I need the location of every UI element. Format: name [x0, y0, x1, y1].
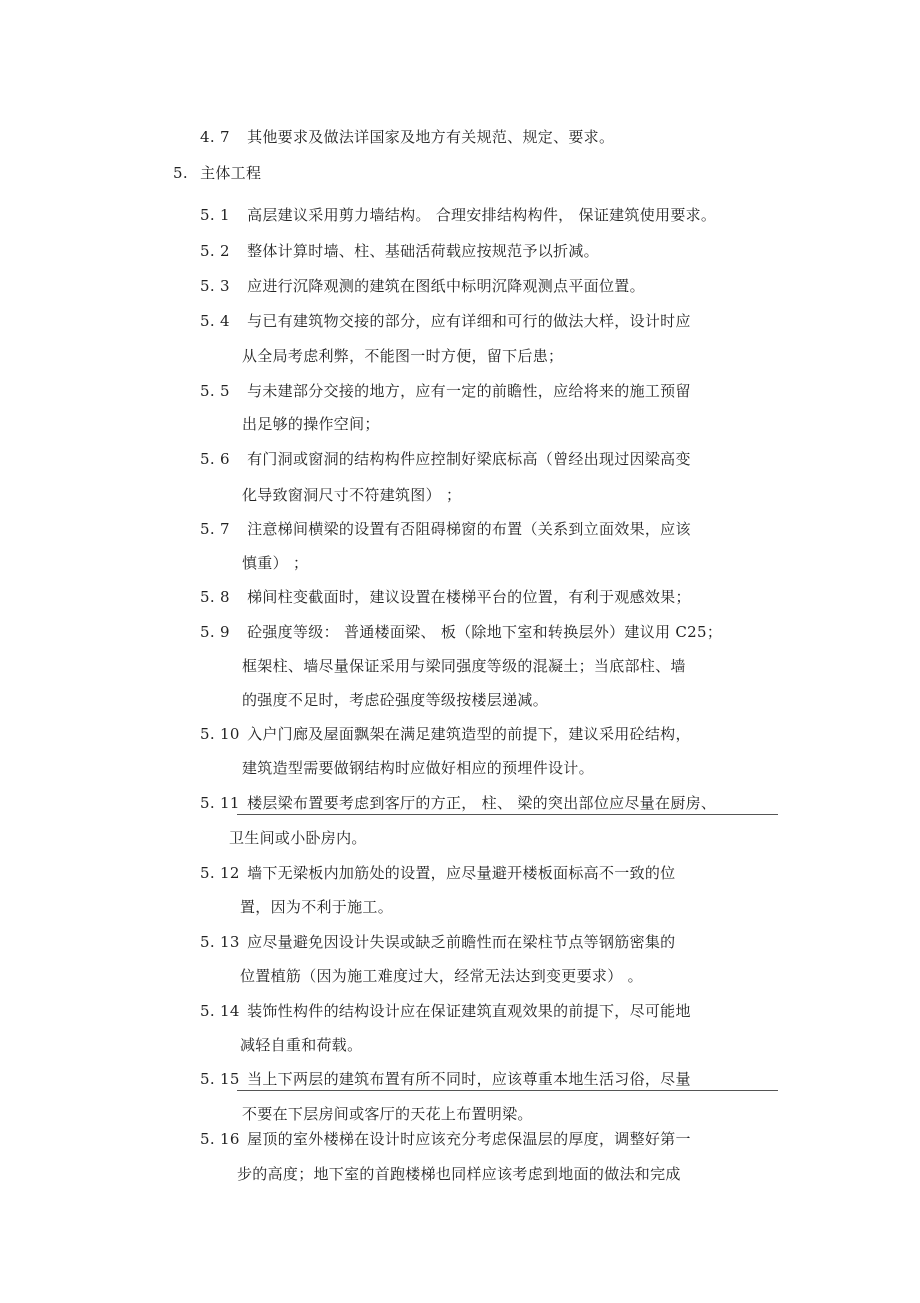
item-5-9-cont-2	[242, 690, 548, 710]
item-line: 墙下无梁板内加筋处的设置，应尽量避开楼板面标高不一致的位	[247, 864, 676, 882]
item-line: 减轻自重和荷载。	[240, 1036, 363, 1054]
item-line: 卫生间或小卧房内。	[229, 829, 367, 847]
item-5-9-cont-1	[242, 656, 686, 676]
item-5-8	[200, 587, 691, 607]
item-number: 5. 6	[200, 450, 230, 468]
item-5-11-cont	[229, 828, 367, 848]
item-5-6	[200, 449, 691, 469]
item-5-12-cont	[240, 897, 393, 917]
item-5-12	[200, 863, 675, 883]
item-5-3	[200, 276, 645, 296]
item-number: 5. 12	[200, 864, 240, 882]
item-line: 当上下两层的建筑布置有所不同时，应该尊重本地生活习俗，尽量	[247, 1070, 691, 1088]
item-5-14-cont	[240, 1035, 362, 1055]
item-line: 梯间柱变截面时，建议设置在楼梯平台的位置，有利于观感效果；	[247, 588, 691, 606]
item-line: 高层建议采用剪力墙结构。 合理安排结构构件， 保证建筑使用要求。	[247, 206, 717, 224]
item-number: 5. 8	[200, 588, 230, 606]
item-5-4-cont	[242, 346, 563, 366]
item-line: 步的高度；地下室的首跑楼梯也同样应该考虑到地面的做法和完成	[237, 1165, 681, 1183]
item-line: 化导致窗洞尺寸不符建筑图） ；	[242, 486, 462, 504]
item-number: 5. 1	[200, 206, 230, 224]
item-5-4	[200, 311, 691, 331]
item-5-10	[200, 724, 691, 744]
item-line: 置，因为不利于施工。	[240, 898, 394, 916]
item-4-7	[200, 127, 614, 147]
item-5-5-cont	[242, 414, 380, 434]
item-5-15-cont	[242, 1104, 533, 1124]
item-5-15	[200, 1069, 691, 1089]
section-number: 5.	[173, 164, 188, 182]
item-line: 砼强度等级： 普通楼面梁、 板（除地下室和转换层外）建议用 C25；	[247, 623, 723, 641]
item-5-9	[200, 622, 722, 642]
item-number: 5. 16	[200, 1130, 240, 1148]
item-5-6-cont	[242, 485, 461, 505]
item-line: 建筑造型需要做钢结构时应做好相应的预埋件设计。	[242, 759, 594, 777]
item-line: 屋顶的室外楼梯在设计时应该充分考虑保温层的厚度，调整好第一	[247, 1130, 691, 1148]
item-5-5	[200, 381, 691, 401]
item-line: 与未建部分交接的地方，应有一定的前瞻性，应给将来的施工预留	[247, 382, 691, 400]
item-number: 5. 9	[200, 623, 230, 641]
item-line: 从全局考虑利弊，不能图一时方便，留下后患；	[242, 347, 564, 365]
item-line: 楼层梁布置要考虑到客厅的方正， 柱、 梁的突出部位应尽量在厨房、	[247, 794, 717, 812]
item-line: 与已有建筑物交接的部分，应有详细和可行的做法大样，设计时应	[247, 312, 691, 330]
item-line: 有门洞或窗洞的结构构件应控制好梁底标高（曾经出现过因梁高变	[247, 450, 691, 468]
item-5-7	[200, 519, 691, 539]
item-line: 慎重） ；	[242, 554, 309, 572]
item-5-11	[200, 793, 716, 813]
item-number: 5. 2	[200, 242, 230, 260]
item-text: 其他要求及做法详国家及地方有关规范、规定、要求。	[247, 128, 615, 146]
item-line: 装饰性构件的结构设计应在保证建筑直观效果的前提下，尽可能地	[247, 1002, 691, 1020]
underline-rule	[237, 814, 778, 815]
item-number: 5. 7	[200, 520, 230, 538]
item-5-10-cont	[242, 758, 594, 778]
item-number: 5. 15	[200, 1070, 240, 1088]
item-number: 5. 3	[200, 277, 230, 295]
item-line: 框架柱、墙尽量保证采用与梁同强度等级的混凝土；当底部柱、墙	[242, 657, 686, 675]
item-5-13	[200, 932, 675, 952]
item-number: 5. 4	[200, 312, 230, 330]
item-5-7-cont	[242, 553, 308, 573]
item-line: 出足够的操作空间；	[242, 415, 380, 433]
item-number: 5. 11	[200, 794, 240, 812]
item-5-2	[200, 241, 599, 261]
item-5-14	[200, 1001, 691, 1021]
item-number: 5. 14	[200, 1002, 240, 1020]
item-5-13-cont	[240, 966, 643, 986]
item-line: 整体计算时墙、柱、基础活荷载应按规范予以折减。	[247, 242, 599, 260]
item-line: 应尽量避免因设计失误或缺乏前瞻性而在梁柱节点等钢筋密集的	[247, 933, 676, 951]
section-heading	[173, 163, 261, 183]
item-number: 4. 7	[200, 128, 230, 146]
section-title: 主体工程	[200, 164, 262, 182]
item-line: 入户门廊及屋面飘架在满足建筑造型的前提下，建议采用砼结构，	[247, 725, 691, 743]
item-5-16	[200, 1129, 691, 1149]
item-line: 不要在下层房间或客厅的天花上布置明梁。	[242, 1105, 533, 1123]
underline-rule	[237, 1090, 778, 1091]
item-line: 位置植筋（因为施工难度过大，经常无法达到变更要求） 。	[240, 967, 643, 985]
item-5-1	[200, 205, 716, 225]
item-line: 的强度不足时，考虑砼强度等级按楼层递减。	[242, 691, 549, 709]
item-5-16-cont	[237, 1164, 681, 1184]
item-number: 5. 10	[200, 725, 240, 743]
item-line: 应进行沉降观测的建筑在图纸中标明沉降观测点平面位置。	[247, 277, 645, 295]
item-number: 5. 13	[200, 933, 240, 951]
item-number: 5. 5	[200, 382, 230, 400]
item-line: 注意梯间横梁的设置有否阻碍梯窗的布置（关系到立面效果，应该	[247, 520, 691, 538]
